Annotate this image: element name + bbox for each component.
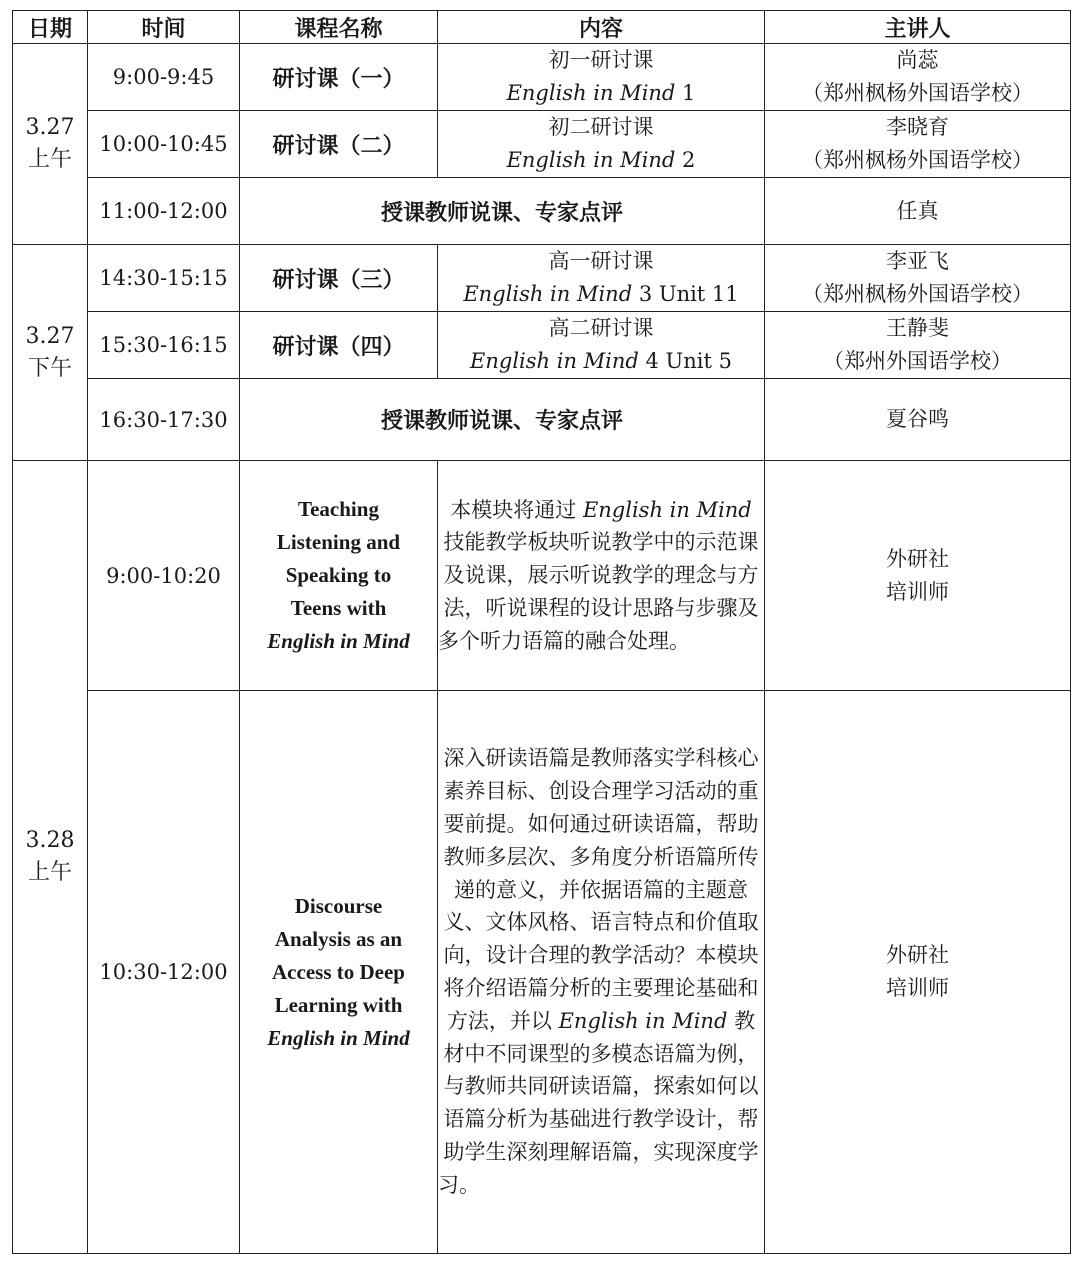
content-book-line bbox=[438, 345, 764, 378]
speaker-org: 培训师 bbox=[886, 579, 949, 604]
time-cell: 14:30-15:15 bbox=[88, 245, 240, 312]
time-cell: 11:00-12:00 bbox=[88, 178, 240, 245]
header-date: 日期 bbox=[13, 11, 88, 44]
book-volume: 1 bbox=[675, 81, 696, 105]
date-period: 下午 bbox=[27, 355, 72, 381]
speaker-name: 李亚飞 bbox=[886, 249, 949, 273]
speaker-name: 外研社 bbox=[886, 546, 949, 571]
date-day: 3.27 bbox=[25, 323, 75, 349]
time-cell: 10:00-10:45 bbox=[88, 111, 240, 178]
header-course: 课程名称 bbox=[240, 11, 438, 44]
time-cell: 16:30-17:30 bbox=[88, 379, 240, 461]
course-line-italic bbox=[240, 1022, 437, 1055]
content-title: 初二研讨课 bbox=[548, 115, 654, 139]
course-line: Analysis as an bbox=[274, 926, 403, 951]
course-cell: 研讨课（四） bbox=[240, 312, 438, 379]
speaker-name: 夏谷鸣 bbox=[765, 379, 1071, 461]
speaker-cell bbox=[765, 461, 1071, 691]
speaker-org: 培训师 bbox=[886, 976, 949, 1000]
book-title: English in Mind bbox=[267, 629, 410, 653]
time-cell: 9:00-9:45 bbox=[88, 44, 240, 111]
content-book-line bbox=[438, 144, 764, 177]
date-cell bbox=[13, 245, 88, 461]
speaker-org: （郑州外国语学校） bbox=[823, 349, 1012, 373]
book-title: English in Mind bbox=[470, 349, 639, 373]
book-volume: 4 Unit 5 bbox=[638, 349, 732, 373]
module-description bbox=[438, 691, 765, 1254]
review-cell: 授课教师说课、专家点评 bbox=[240, 178, 765, 245]
speaker-name: 尚蕊 bbox=[896, 48, 939, 72]
schedule-table bbox=[12, 10, 1071, 1254]
book-title: English in Mind bbox=[558, 1008, 728, 1033]
course-line: Listening and bbox=[276, 530, 401, 554]
date-period: 上午 bbox=[27, 147, 72, 172]
speaker-name: 王静斐 bbox=[886, 316, 949, 340]
course-cell: 研讨课（二） bbox=[240, 111, 438, 178]
header-time: 时间 bbox=[88, 11, 240, 44]
course-cell: 研讨课（三） bbox=[240, 245, 438, 312]
desc-post: 教材中不同课型的多模态语篇为例，与教师共同研读语篇，探索如何以语篇分析为基础进行教学设计，帮助学生深刻理解语篇，实现深度学习。 bbox=[438, 1008, 759, 1197]
table-row bbox=[13, 691, 1071, 1254]
table-row bbox=[13, 312, 1071, 379]
desc-pre: 深入研读语篇是教师落实学科核心素养目标、创设合理学习活动的重要前提。如何通过研读语篇，帮助教师多层次、多角度分析语篇所传递的意义，并依据语篇的主题意义、文体风格、语言特点和价值取向，设计合理的教学活动？本模块将介绍语篇分析的主要理论基础和方法，并以 bbox=[443, 746, 759, 1033]
speaker-cell bbox=[765, 111, 1071, 178]
speaker-org: （郑州枫杨外国语学校） bbox=[802, 282, 1033, 306]
time-cell: 15:30-16:15 bbox=[88, 312, 240, 379]
content-cell bbox=[438, 245, 765, 312]
content-title: 高二研讨课 bbox=[548, 316, 654, 340]
header-row bbox=[13, 11, 1071, 44]
content-cell bbox=[438, 44, 765, 111]
book-title: English in Mind bbox=[267, 1025, 410, 1050]
book-title: English in Mind bbox=[463, 282, 633, 306]
course-cell bbox=[240, 691, 438, 1254]
desc-pre: 本模块将通过 bbox=[450, 497, 583, 522]
course-line: Speaking to bbox=[285, 563, 392, 587]
date-day: 3.27 bbox=[25, 115, 75, 140]
speaker-cell bbox=[765, 312, 1071, 379]
time-cell: 10:30-12:00 bbox=[88, 691, 240, 1254]
speaker-cell bbox=[765, 691, 1071, 1254]
course-line: Discourse bbox=[294, 893, 383, 918]
table-row bbox=[13, 44, 1071, 111]
content-title: 初一研讨课 bbox=[548, 48, 654, 72]
table-row bbox=[13, 111, 1071, 178]
course-line: Teaching bbox=[298, 497, 379, 521]
content-book-line bbox=[438, 278, 764, 311]
date-cell bbox=[13, 44, 88, 245]
date-day: 3.28 bbox=[25, 828, 75, 853]
content-title: 高一研讨课 bbox=[548, 249, 654, 273]
table-row bbox=[13, 461, 1071, 691]
book-volume: 2 bbox=[675, 148, 696, 172]
table-row bbox=[13, 245, 1071, 312]
content-cell bbox=[438, 111, 765, 178]
course-line: Teens with bbox=[290, 596, 387, 620]
module-description bbox=[438, 461, 765, 691]
speaker-name: 李晓育 bbox=[886, 115, 949, 139]
course-cell: 研讨课（一） bbox=[240, 44, 438, 111]
desc-post: 技能教学板块听说教学中的示范课及说课，展示听说教学的理念与方法，听说课程的设计思路与步骤及多个听力语篇的融合处理。 bbox=[438, 530, 759, 653]
speaker-cell bbox=[765, 44, 1071, 111]
speaker-name: 任真 bbox=[765, 178, 1071, 245]
speaker-org: （郑州枫杨外国语学校） bbox=[802, 148, 1033, 172]
course-line: Access to Deep bbox=[272, 959, 405, 984]
content-cell bbox=[438, 312, 765, 379]
speaker-org: （郑州枫杨外国语学校） bbox=[802, 81, 1033, 105]
speaker-cell bbox=[765, 245, 1071, 312]
date-period: 上午 bbox=[27, 860, 72, 885]
header-content: 内容 bbox=[438, 11, 765, 44]
course-cell bbox=[240, 461, 438, 691]
table-row bbox=[13, 379, 1071, 461]
book-volume: 3 Unit 11 bbox=[632, 282, 739, 306]
book-title: English in Mind bbox=[506, 81, 676, 105]
content-book-line bbox=[438, 77, 764, 110]
course-line: Learning with bbox=[274, 992, 403, 1017]
book-title: English in Mind bbox=[582, 497, 752, 522]
review-cell: 授课教师说课、专家点评 bbox=[240, 379, 765, 461]
speaker-name: 外研社 bbox=[886, 943, 949, 967]
book-title: English in Mind bbox=[506, 148, 676, 172]
time-cell: 9:00-10:20 bbox=[88, 461, 240, 691]
course-line-italic bbox=[240, 625, 437, 658]
header-speaker: 主讲人 bbox=[765, 11, 1071, 44]
date-cell bbox=[13, 461, 88, 1254]
table-row bbox=[13, 178, 1071, 245]
